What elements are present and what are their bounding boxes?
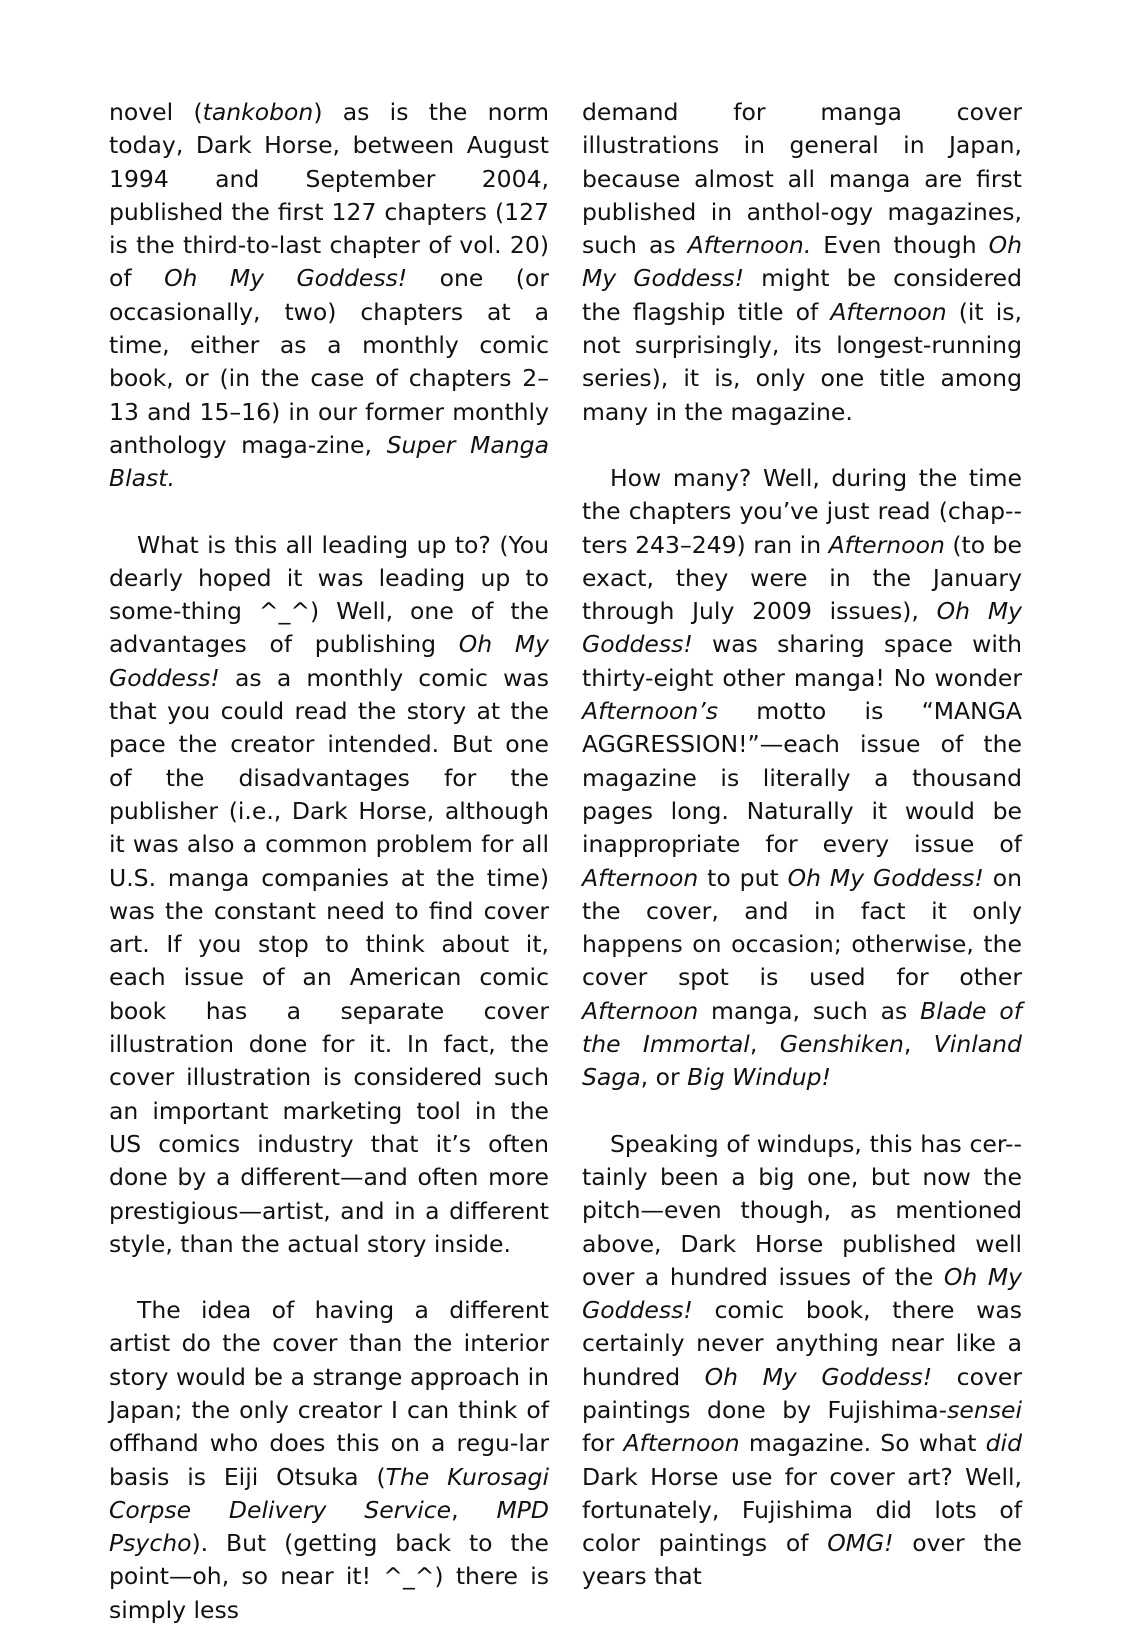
text-run: Even though	[811, 231, 989, 260]
text-run: ,	[749, 1030, 780, 1059]
text-run: (to be exact, they were in the January through July 2009 issues),	[582, 530, 1022, 626]
italic-text: The Kurosagi Corpse Delivery Service	[109, 1462, 549, 1524]
text-run: ) as is the norm today, Dark Horse, between August 1994 and September 2004, published the first 127 chapters (127 is the third-to-last chapter of vol. 20) of	[109, 98, 549, 293]
text-run: demand for manga cover illustrations in general in Japan, because almost all manga are first published in anthol-ogy magazines, such as	[582, 98, 1022, 260]
paragraph	[109, 1294, 549, 1627]
text-run: , or	[640, 1063, 688, 1092]
italic-text: Afternoon	[582, 996, 699, 1025]
italic-text: OMG!	[827, 1529, 894, 1558]
text-run: comic book, there was certainly never anything near like a hundred	[582, 1296, 1022, 1391]
left-column	[109, 96, 549, 1627]
italic-text: Vinland Saga	[582, 1030, 1022, 1092]
italic-text: Big Windup!	[687, 1063, 831, 1092]
italic-text: Blade of the Immortal	[582, 996, 1022, 1059]
italic-text: Oh My Goddess!	[582, 1262, 1023, 1325]
text-run: The idea of having a different artist do the cover than the interior story would be a strange approach in Japan; the only creator I can think of offhand who does this on a regu-lar basis is Eiji Otsuka (	[109, 1296, 549, 1491]
text-run: motto is “MANGA AGGRESSION!”—each issue of the magazine is literally a thousand pages long. Naturally it would be inappropriate for every issue of	[582, 697, 1022, 859]
italic-text: Oh My Goddess!	[582, 231, 1022, 293]
text-run: ,	[903, 1030, 934, 1059]
text-run: for	[582, 1429, 624, 1458]
text-run: over the years that	[582, 1529, 1022, 1591]
italic-text: tankobon	[202, 98, 314, 126]
text-run: novel (	[109, 98, 203, 126]
italic-text: Oh My Goddess!	[704, 1362, 933, 1391]
italic-text: Oh My Goddess!	[164, 264, 408, 293]
italic-text: Afternoon	[623, 1429, 740, 1458]
italic-text: Oh My Goddess!	[582, 597, 1022, 659]
italic-text: Super Manga Blast.	[109, 430, 549, 493]
paragraph	[109, 529, 549, 1262]
text-run: was sharing space with thirty-eight other manga! No wonder	[582, 630, 1022, 692]
text-run: Speaking of windups, this has cer-tainly been a big one, but now the pitch—even though, as mentioned above, Dark Horse published well over a hundred issues of the	[582, 1129, 1022, 1291]
right-column	[582, 96, 1022, 1594]
italic-text: Genshiken	[779, 1030, 904, 1059]
text-run: cover paintings done by Fujishima-	[582, 1362, 1022, 1424]
italic-text: Afternoon.	[687, 231, 812, 260]
italic-text: did	[985, 1429, 1022, 1458]
text-run: as a monthly comic was that you could read the story at the pace the creator intended. But one of the disadvantages for the publisher (i.e., Dark Horse, although it was also a common problem for all U.S. manga companies at the time) was the constant need to find cover art. If you stop to think about it, each issue of an American comic book has a separate cover illustration done for it. In fact, the cover illustration is considered such an important marketing tool in the US comics industry that it’s often done by a different—and often more prestigious—artist, and in a different style, than the actual story inside.	[109, 663, 549, 1258]
italic-text: Oh My Goddess!	[109, 630, 549, 692]
text-run: magazine. So what	[739, 1429, 986, 1458]
text-run: to put	[698, 863, 788, 892]
paragraph	[582, 462, 1022, 1095]
paragraph	[582, 1128, 1022, 1594]
text-run: on the cover, and in fact it only happens on occasion; otherwise, the cover spot is used for other	[582, 863, 1022, 992]
text-run: might be considered the flagship title of	[582, 264, 1022, 326]
italic-text: MPD Psycho	[109, 1495, 549, 1558]
italic-text: sensei	[947, 1395, 1022, 1424]
paragraph	[582, 96, 1022, 429]
text-run: one (or occasionally, two) chapters at a time, either as a monthly comic book, or (in the case of chapters 2–13 and 15–16) in our former monthly anthology maga-zine,	[109, 264, 549, 459]
text-run: ). But (getting back to the point—oh, so near it! ^_^) there is simply less	[109, 1529, 549, 1624]
text-run: How many? Well, during the time the chapters you’ve just read (chap-ters 243–249) ran in	[582, 463, 1022, 559]
text-run: What is this all leading up to? (You dearly hoped it was leading up to some-thing ^_^) Well, one of the advantages of publishing	[109, 530, 549, 659]
text-run: (it is, not surprisingly, its longest-running series), it is, only one title among many in the magazine.	[582, 297, 1022, 426]
text-run: manga, such as	[698, 996, 921, 1025]
paragraph	[109, 96, 549, 496]
italic-text: Afternoon’s	[582, 697, 718, 726]
text-run: ,	[451, 1495, 497, 1524]
italic-text: Oh My Goddess!	[787, 863, 984, 892]
italic-text: Afternoon	[582, 863, 699, 892]
text-run: Dark Horse use for cover art? Well, fortunately, Fujishima did lots of color paintings of	[582, 1462, 1022, 1558]
italic-text: Afternoon	[830, 297, 947, 326]
italic-text: Afternoon	[828, 530, 945, 559]
